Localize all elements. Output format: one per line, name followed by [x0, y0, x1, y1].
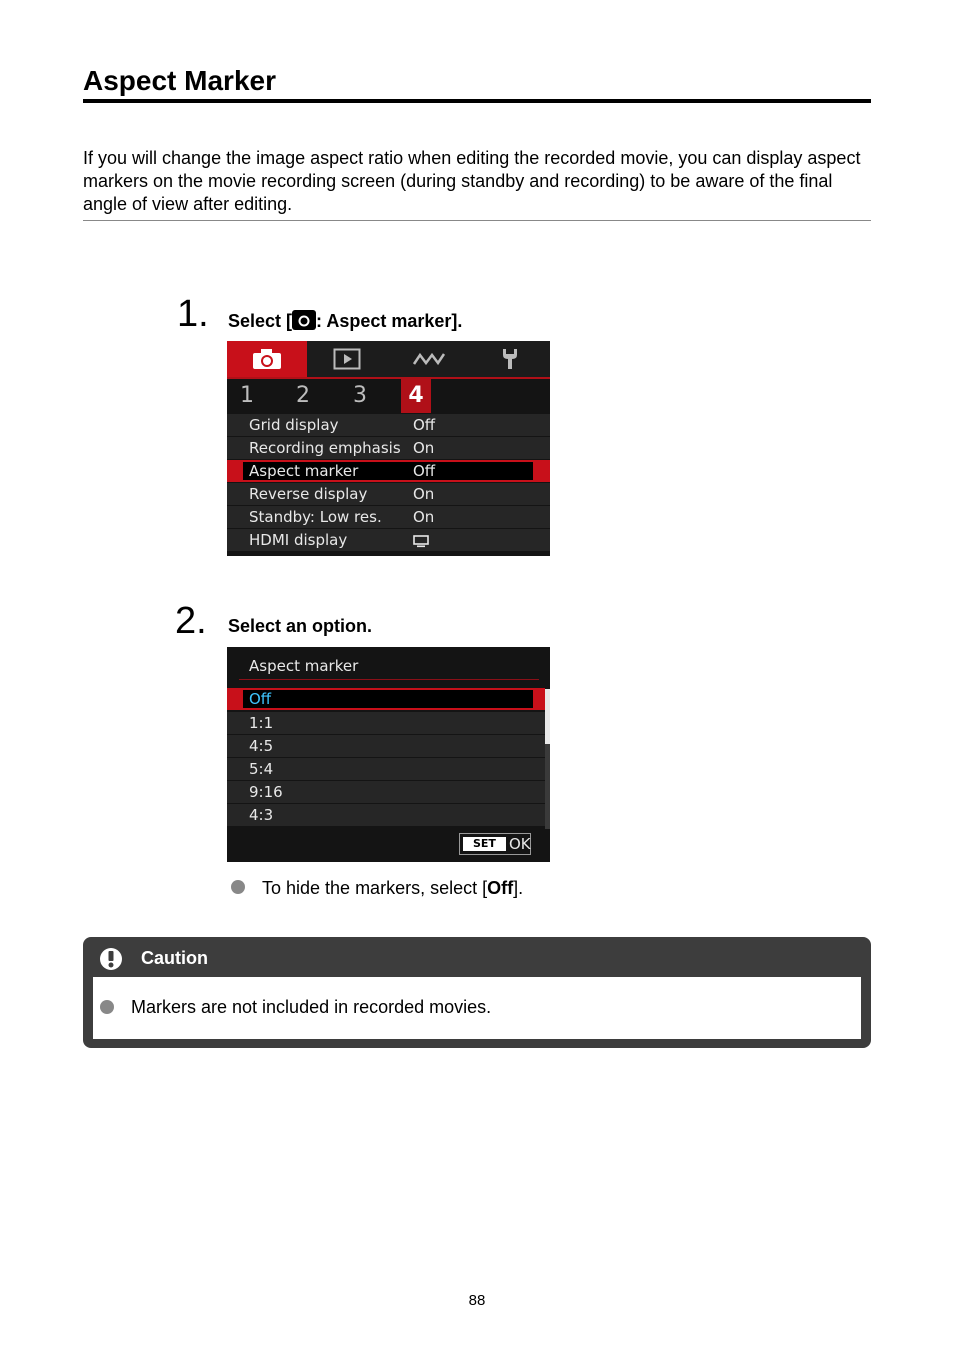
menu-item-label: Aspect marker [249, 462, 359, 480]
hint-bold: Off [487, 878, 514, 898]
scrollbar-thumb[interactable] [545, 689, 550, 744]
hint-text [262, 877, 523, 899]
tab-shooting[interactable] [227, 341, 307, 377]
set-badge: SET [463, 837, 506, 851]
step-2-text: Select an option. [228, 616, 373, 636]
option-5-4[interactable] [227, 758, 545, 780]
title-rule [83, 99, 871, 103]
menu-item-value: Off [413, 462, 436, 480]
camera-icon [252, 348, 282, 370]
option-label: Off [249, 690, 272, 708]
caution-label: Caution [141, 948, 208, 968]
selection-highlight [243, 690, 533, 708]
step-1-text [228, 310, 462, 332]
intro-paragraph: If you will change the image aspect ratio when editing the recorded movie, you can display aspect markers on the movie recording screen (during standby and recording) to be aware of the final angle of view after editing. [83, 148, 861, 214]
option-1-1[interactable] [227, 712, 545, 734]
step-1-text-after: : Aspect marker]. [316, 311, 463, 331]
option-4-3[interactable] [227, 804, 545, 826]
aspect-marker-option-screen [227, 647, 550, 862]
menu-item-value: On [413, 508, 435, 526]
menu-item-label: Grid display [249, 416, 339, 434]
set-ok-button[interactable] [459, 833, 531, 855]
menu-item-aspect-marker[interactable] [227, 460, 550, 482]
title-divider [239, 679, 539, 680]
option-label: 1:1 [249, 714, 274, 732]
page-number-1[interactable]: 1 [240, 383, 254, 408]
page-number-3[interactable]: 3 [353, 383, 367, 408]
camera-menu-screen [227, 341, 550, 556]
menu-item-hdmi-display[interactable] [227, 529, 550, 551]
page-number-2[interactable]: 2 [296, 383, 310, 408]
page-title: Aspect Marker [83, 65, 276, 96]
wrench-icon [499, 347, 521, 371]
camera-icon [292, 310, 316, 330]
option-label: 4:5 [249, 737, 274, 755]
caution-text: Markers are not included in recorded movies. [131, 997, 492, 1017]
intro-rule [83, 220, 871, 221]
ok-label: OK [508, 835, 531, 853]
hint-before: To hide the markers, select [ [262, 878, 488, 898]
menu-item-value: Off [413, 416, 436, 434]
menu-item-standby-low-res[interactable] [227, 506, 550, 528]
menu-item-label: Standby: Low res. [249, 508, 382, 526]
step-1-number: 1. [177, 293, 209, 335]
monitor-icon [413, 534, 429, 552]
option-4-5[interactable] [227, 735, 545, 757]
tab-setup[interactable] [470, 341, 550, 377]
menu-item-value: On [413, 485, 435, 503]
option-label: 4:3 [249, 806, 274, 824]
option-label: 5:4 [249, 760, 274, 778]
menu-item-value: On [413, 439, 435, 457]
menu-item-label: Recording emphasis [249, 439, 401, 457]
playback-icon [333, 348, 361, 370]
option-9-16[interactable] [227, 781, 545, 803]
menu-tab-bar [227, 341, 550, 379]
page-number-4[interactable]: 4 [401, 379, 431, 413]
menu-item-grid-display[interactable] [227, 414, 550, 436]
caution-icon [99, 947, 123, 976]
step-1-text-before: Select [ [228, 311, 293, 331]
menu-item-label: HDMI display [249, 531, 348, 549]
option-screen-title: Aspect marker [249, 657, 359, 675]
option-label: 9:16 [249, 783, 283, 801]
bullet-icon [100, 1000, 114, 1014]
bullet-icon [231, 880, 245, 894]
page-number: 88 [468, 1292, 486, 1309]
step-2-number: 2. [175, 600, 207, 642]
hint-after: ]. [513, 878, 524, 898]
tab-playback[interactable] [307, 341, 387, 377]
menu-item-label: Reverse display [249, 485, 368, 503]
menu-item-reverse-display[interactable] [227, 483, 550, 505]
option-off[interactable] [227, 688, 545, 710]
tab-custom[interactable] [389, 341, 469, 377]
custom-wave-icon [412, 349, 446, 369]
menu-page-numbers [227, 379, 550, 413]
menu-item-recording-emphasis[interactable] [227, 437, 550, 459]
